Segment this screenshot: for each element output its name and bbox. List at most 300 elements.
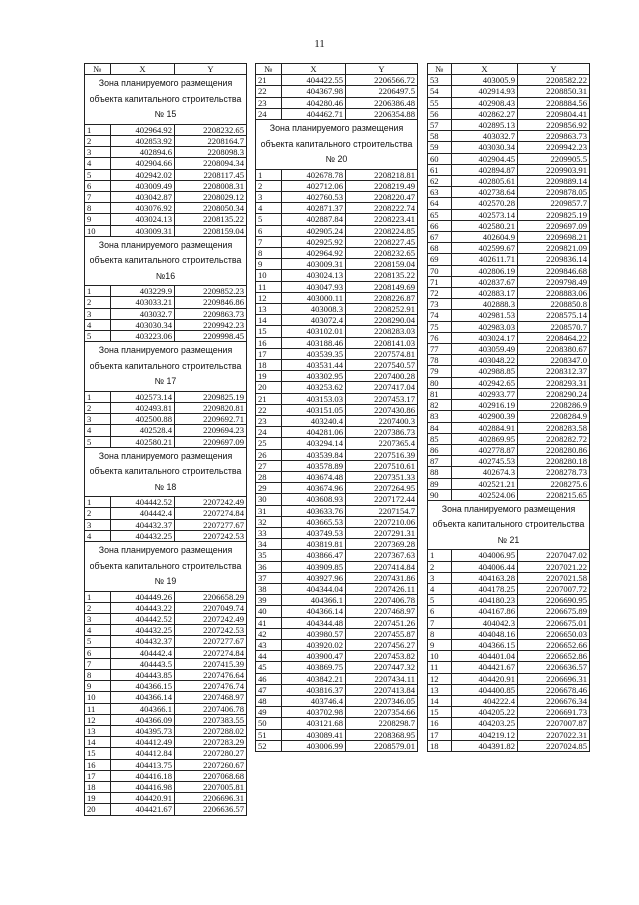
x-coordinate: 404366.1 [111,703,175,714]
coordinates-table [84,63,247,816]
point-number: 4 [428,584,452,595]
y-coordinate: 2207455.87 [346,628,418,639]
point-number: 31 [256,505,282,516]
y-coordinate: 2208850.8 [518,299,590,310]
x-coordinate: 403030.34 [452,142,518,153]
table-row [428,344,590,355]
x-coordinate: 402887.84 [282,214,346,225]
y-coordinate: 2207400.28 [346,371,418,382]
x-coordinate: 403240.4 [282,415,346,426]
x-coordinate: 403746.4 [282,696,346,707]
y-coordinate: 2206658.29 [175,591,247,602]
y-coordinate: 2209846.68 [518,265,590,276]
y-coordinate: 2208312.37 [518,366,590,377]
point-number: 1 [428,550,452,561]
y-coordinate: 2207024.85 [518,740,590,751]
x-coordinate: 404167.86 [452,606,518,617]
point-number: 10 [428,651,452,662]
table-row [256,75,418,86]
y-coordinate: 2208883.06 [518,288,590,299]
table-row [256,326,418,337]
table-row [428,606,590,617]
table-row [256,460,418,471]
x-coordinate: 402500.88 [111,414,175,425]
y-coordinate: 2208579.01 [346,740,418,751]
x-coordinate: 403089.41 [282,729,346,740]
table-row [428,131,590,142]
point-number: 2 [256,180,282,191]
table-row [256,740,418,751]
point-number: 28 [256,472,282,483]
point-number: 89 [428,478,452,489]
table-row [428,332,590,343]
y-coordinate: 2209863.73 [518,131,590,142]
y-coordinate: 2209697.09 [175,436,247,447]
point-number: 87 [428,456,452,467]
point-number: 80 [428,377,452,388]
x-coordinate: 402983.03 [452,321,518,332]
x-coordinate: 403302.95 [282,371,346,382]
point-number: 45 [256,662,282,673]
point-number: 90 [428,489,452,500]
header-x: X [111,64,175,75]
table-row [256,628,418,639]
table-row [85,692,247,703]
table-row [256,382,418,393]
table-row [85,703,247,714]
y-coordinate: 2209804.41 [518,108,590,119]
x-coordinate: 404178.25 [452,584,518,595]
coordinates-table [255,63,418,752]
point-number: 20 [256,382,282,393]
table-row [428,684,590,695]
table-row [256,472,418,483]
point-number: 46 [256,673,282,684]
y-coordinate: 2207049.74 [175,602,247,613]
x-coordinate: 402580.21 [111,436,175,447]
point-number: 49 [256,707,282,718]
x-coordinate: 402964.92 [111,124,175,135]
y-coordinate: 2207280.27 [175,748,247,759]
y-coordinate: 2208224.85 [346,225,418,236]
x-coordinate: 402988.85 [452,366,518,377]
table-row [85,297,247,308]
table-row [256,415,418,426]
table-row [428,489,590,500]
x-coordinate: 404395.73 [111,726,175,737]
x-coordinate: 404421.67 [111,804,175,815]
point-number: 1 [85,591,111,602]
point-number: 18 [256,359,282,370]
point-number: 23 [256,97,282,108]
table-row [428,729,590,740]
y-coordinate: 2207400.3 [346,415,418,426]
table-row [428,707,590,718]
x-coordinate: 402738.64 [452,187,518,198]
table-row [85,625,247,636]
point-number: 55 [428,97,452,108]
y-coordinate: 2208368.95 [346,729,418,740]
point-number: 64 [428,198,452,209]
zone-title-row [85,542,247,592]
x-coordinate: 403009.31 [111,225,175,236]
point-number: 61 [428,164,452,175]
y-coordinate: 2207367.63 [346,550,418,561]
x-coordinate: 402925.92 [282,236,346,247]
table-row [85,391,247,402]
point-number: 24 [256,108,282,119]
y-coordinate: 2207274.84 [175,647,247,658]
table-row [256,292,418,303]
point-number: 3 [85,414,111,425]
y-coordinate: 2208280.86 [518,444,590,455]
y-coordinate: 2206650.03 [518,628,590,639]
table-row [256,528,418,539]
y-coordinate: 2208283.58 [518,422,590,433]
y-coordinate: 2208252.91 [346,303,418,314]
y-coordinate: 2207406.78 [175,703,247,714]
y-coordinate: 2207430.86 [346,404,418,415]
table-row [85,497,247,508]
table-row [256,180,418,191]
zone-title-row [428,500,590,550]
point-number: 9 [428,640,452,651]
x-coordinate: 402853.92 [111,135,175,146]
y-coordinate: 2209836.14 [518,254,590,265]
x-coordinate: 402745.53 [452,456,518,467]
point-number: 8 [85,203,111,214]
y-coordinate: 2208223.41 [346,214,418,225]
x-coordinate: 403253.62 [282,382,346,393]
point-number: 23 [256,415,282,426]
zone-title-row [256,120,418,170]
point-number: 83 [428,411,452,422]
x-coordinate: 404366.1 [282,595,346,606]
point-number: 17 [428,729,452,740]
y-coordinate: 2208135.22 [175,214,247,225]
point-number: 2 [85,135,111,146]
table-row [85,714,247,725]
table-row [85,169,247,180]
x-coordinate: 402964.92 [282,247,346,258]
table-row [85,804,247,815]
y-coordinate: 2208282.72 [518,433,590,444]
y-coordinate: 2209889.14 [518,176,590,187]
table-row [428,673,590,684]
table-row [256,281,418,292]
point-number: 82 [428,400,452,411]
y-coordinate: 2207540.57 [346,359,418,370]
x-coordinate: 402712.06 [282,180,346,191]
point-number: 2 [85,402,111,413]
table-row [256,606,418,617]
table-row [256,236,418,247]
point-number: 12 [85,714,111,725]
x-coordinate: 404203.25 [452,718,518,729]
table-row [85,726,247,737]
point-number: 3 [256,191,282,202]
point-number: 5 [85,331,111,342]
y-coordinate: 2207426.11 [346,584,418,595]
y-coordinate: 2207346.05 [346,696,418,707]
point-number: 15 [428,707,452,718]
y-coordinate: 2208050.34 [175,203,247,214]
table-row [256,404,418,415]
point-number: 43 [256,640,282,651]
point-number: 16 [85,759,111,770]
x-coordinate: 402871.37 [282,203,346,214]
point-number: 51 [256,729,282,740]
y-coordinate: 2208850.31 [518,86,590,97]
point-number: 17 [85,770,111,781]
point-number: 4 [85,158,111,169]
point-number: 5 [85,636,111,647]
y-coordinate: 2209856.92 [518,120,590,131]
y-coordinate: 2208098.3 [175,147,247,158]
x-coordinate: 403005.9 [452,75,518,86]
table-row [428,422,590,433]
x-coordinate: 403032.7 [452,131,518,142]
table-row [256,337,418,348]
x-coordinate: 404219.12 [452,729,518,740]
y-coordinate: 2208283.03 [346,326,418,337]
x-coordinate: 403920.02 [282,640,346,651]
x-coordinate: 402806.19 [452,265,518,276]
x-coordinate: 403578.89 [282,460,346,471]
y-coordinate: 2208135.22 [346,270,418,281]
point-number: 33 [256,528,282,539]
point-number: 57 [428,120,452,131]
x-coordinate: 404422.55 [282,75,346,86]
x-coordinate: 402805.61 [452,176,518,187]
x-coordinate: 404280.46 [282,97,346,108]
x-coordinate: 404281.06 [282,427,346,438]
x-coordinate: 402908.43 [452,97,518,108]
table-row [256,247,418,258]
x-coordinate: 403702.98 [282,707,346,718]
point-number: 53 [428,75,452,86]
point-number: 15 [85,748,111,759]
x-coordinate: 403102.01 [282,326,346,337]
table-row [256,684,418,695]
y-coordinate: 2207453.17 [346,393,418,404]
y-coordinate: 2209903.91 [518,164,590,175]
y-coordinate: 2207354.66 [346,707,418,718]
table-row [256,550,418,561]
point-number: 14 [428,696,452,707]
zone-title: Зона планируемого размещения объекта капитального строительства № 18 [85,447,247,497]
x-coordinate: 402942.02 [111,169,175,180]
y-coordinate: 2209697.09 [518,220,590,231]
table-row [85,124,247,135]
y-coordinate: 2207510.61 [346,460,418,471]
x-coordinate: 403223.06 [111,331,175,342]
table-row [428,478,590,489]
point-number: 65 [428,209,452,220]
y-coordinate: 2207291.31 [346,528,418,539]
table-row [85,214,247,225]
y-coordinate: 2206652.66 [518,640,590,651]
x-coordinate: 403980.57 [282,628,346,639]
point-number: 52 [256,740,282,751]
y-coordinate: 2207047.02 [518,550,590,561]
x-coordinate: 404391.82 [452,740,518,751]
y-coordinate: 2207451.26 [346,617,418,628]
x-coordinate: 402894.87 [452,164,518,175]
x-coordinate: 404366.09 [111,714,175,725]
y-coordinate: 2209942.23 [518,142,590,153]
x-coordinate: 404462.71 [282,108,346,119]
y-coordinate: 2207383.55 [175,714,247,725]
x-coordinate: 402942.65 [452,377,518,388]
table-row [256,729,418,740]
point-number: 73 [428,299,452,310]
y-coordinate: 2207274.84 [175,508,247,519]
y-coordinate: 2206676.34 [518,696,590,707]
table-row [85,793,247,804]
table-row [85,748,247,759]
table-row [256,191,418,202]
point-number: 3 [85,147,111,158]
point-number: 56 [428,108,452,119]
x-coordinate: 403047.93 [282,281,346,292]
table-row [428,254,590,265]
coordinates-table [427,63,590,752]
y-coordinate: 2208290.04 [346,315,418,326]
y-coordinate: 2206652.86 [518,651,590,662]
point-number: 40 [256,606,282,617]
table-row [428,366,590,377]
y-coordinate: 2208222.74 [346,203,418,214]
table-row [256,449,418,460]
x-coordinate: 403909.85 [282,561,346,572]
x-coordinate: 403024.17 [452,332,518,343]
y-coordinate: 2207574.81 [346,348,418,359]
point-number: 7 [256,236,282,247]
x-coordinate: 403042.87 [111,191,175,202]
y-coordinate: 2207005.81 [175,782,247,793]
y-coordinate: 2208286.9 [518,400,590,411]
point-number: 7 [85,191,111,202]
table-row [256,595,418,606]
table-row [256,696,418,707]
y-coordinate: 2208141.03 [346,337,418,348]
table-row [85,530,247,541]
table-row [428,456,590,467]
y-coordinate: 2207365.4 [346,438,418,449]
table-row [428,433,590,444]
table-row [256,707,418,718]
point-number: 3 [85,308,111,319]
y-coordinate: 2207264.95 [346,483,418,494]
table-row [428,718,590,729]
header-y: Y [518,64,590,75]
table-row [256,427,418,438]
x-coordinate: 404443.22 [111,602,175,613]
x-coordinate: 402760.53 [282,191,346,202]
point-number: 8 [428,628,452,639]
y-coordinate: 2208284.9 [518,411,590,422]
table-row [256,516,418,527]
table-row [85,770,247,781]
point-number: 5 [85,436,111,447]
x-coordinate: 404413.75 [111,759,175,770]
table-row [85,519,247,530]
x-coordinate: 404443.5 [111,658,175,669]
y-coordinate: 2206678.46 [518,684,590,695]
point-number: 88 [428,467,452,478]
point-number: 4 [256,203,282,214]
point-number: 11 [428,662,452,673]
y-coordinate: 2209698.21 [518,232,590,243]
table-row [85,436,247,447]
point-number: 30 [256,494,282,505]
x-coordinate: 403665.53 [282,516,346,527]
point-number: 16 [256,337,282,348]
y-coordinate: 2206354.88 [346,108,418,119]
table-row [428,176,590,187]
table-row [428,696,590,707]
table-row [85,647,247,658]
point-number: 5 [256,214,282,225]
x-coordinate: 404420.91 [111,793,175,804]
x-coordinate: 404205.22 [452,707,518,718]
x-coordinate: 403674.48 [282,472,346,483]
coordinates-table-column-3 [427,63,590,752]
x-coordinate: 404412.49 [111,737,175,748]
table-row [256,225,418,236]
x-coordinate: 402895.13 [452,120,518,131]
x-coordinate: 404442.52 [111,613,175,624]
y-coordinate: 2207386.73 [346,427,418,438]
x-coordinate: 403076.92 [111,203,175,214]
point-number: 19 [85,793,111,804]
x-coordinate: 404366.14 [282,606,346,617]
point-number: 10 [85,692,111,703]
y-coordinate: 2208219.49 [346,180,418,191]
x-coordinate: 404163.28 [452,572,518,583]
y-coordinate: 2207242.49 [175,497,247,508]
table-row [428,153,590,164]
y-coordinate: 2206696.31 [175,793,247,804]
table-row [256,97,418,108]
y-coordinate: 2208464.22 [518,332,590,343]
y-coordinate: 2207242.53 [175,530,247,541]
table-row [85,613,247,624]
table-row [428,617,590,628]
x-coordinate: 402933.77 [452,388,518,399]
point-number: 5 [85,169,111,180]
table-row [85,591,247,602]
x-coordinate: 403816.37 [282,684,346,695]
x-coordinate: 402674.3 [452,467,518,478]
point-number: 84 [428,422,452,433]
y-coordinate: 2209846.86 [175,297,247,308]
table-row [256,718,418,729]
point-number: 86 [428,444,452,455]
table-row [428,220,590,231]
header-number: № [428,64,452,75]
table-row [85,658,247,669]
table-row [256,572,418,583]
point-number: 47 [256,684,282,695]
y-coordinate: 2209825.19 [518,209,590,220]
table-row [428,198,590,209]
point-number: 12 [428,673,452,684]
point-number: 11 [256,281,282,292]
table-row [256,505,418,516]
x-coordinate: 404416.18 [111,770,175,781]
